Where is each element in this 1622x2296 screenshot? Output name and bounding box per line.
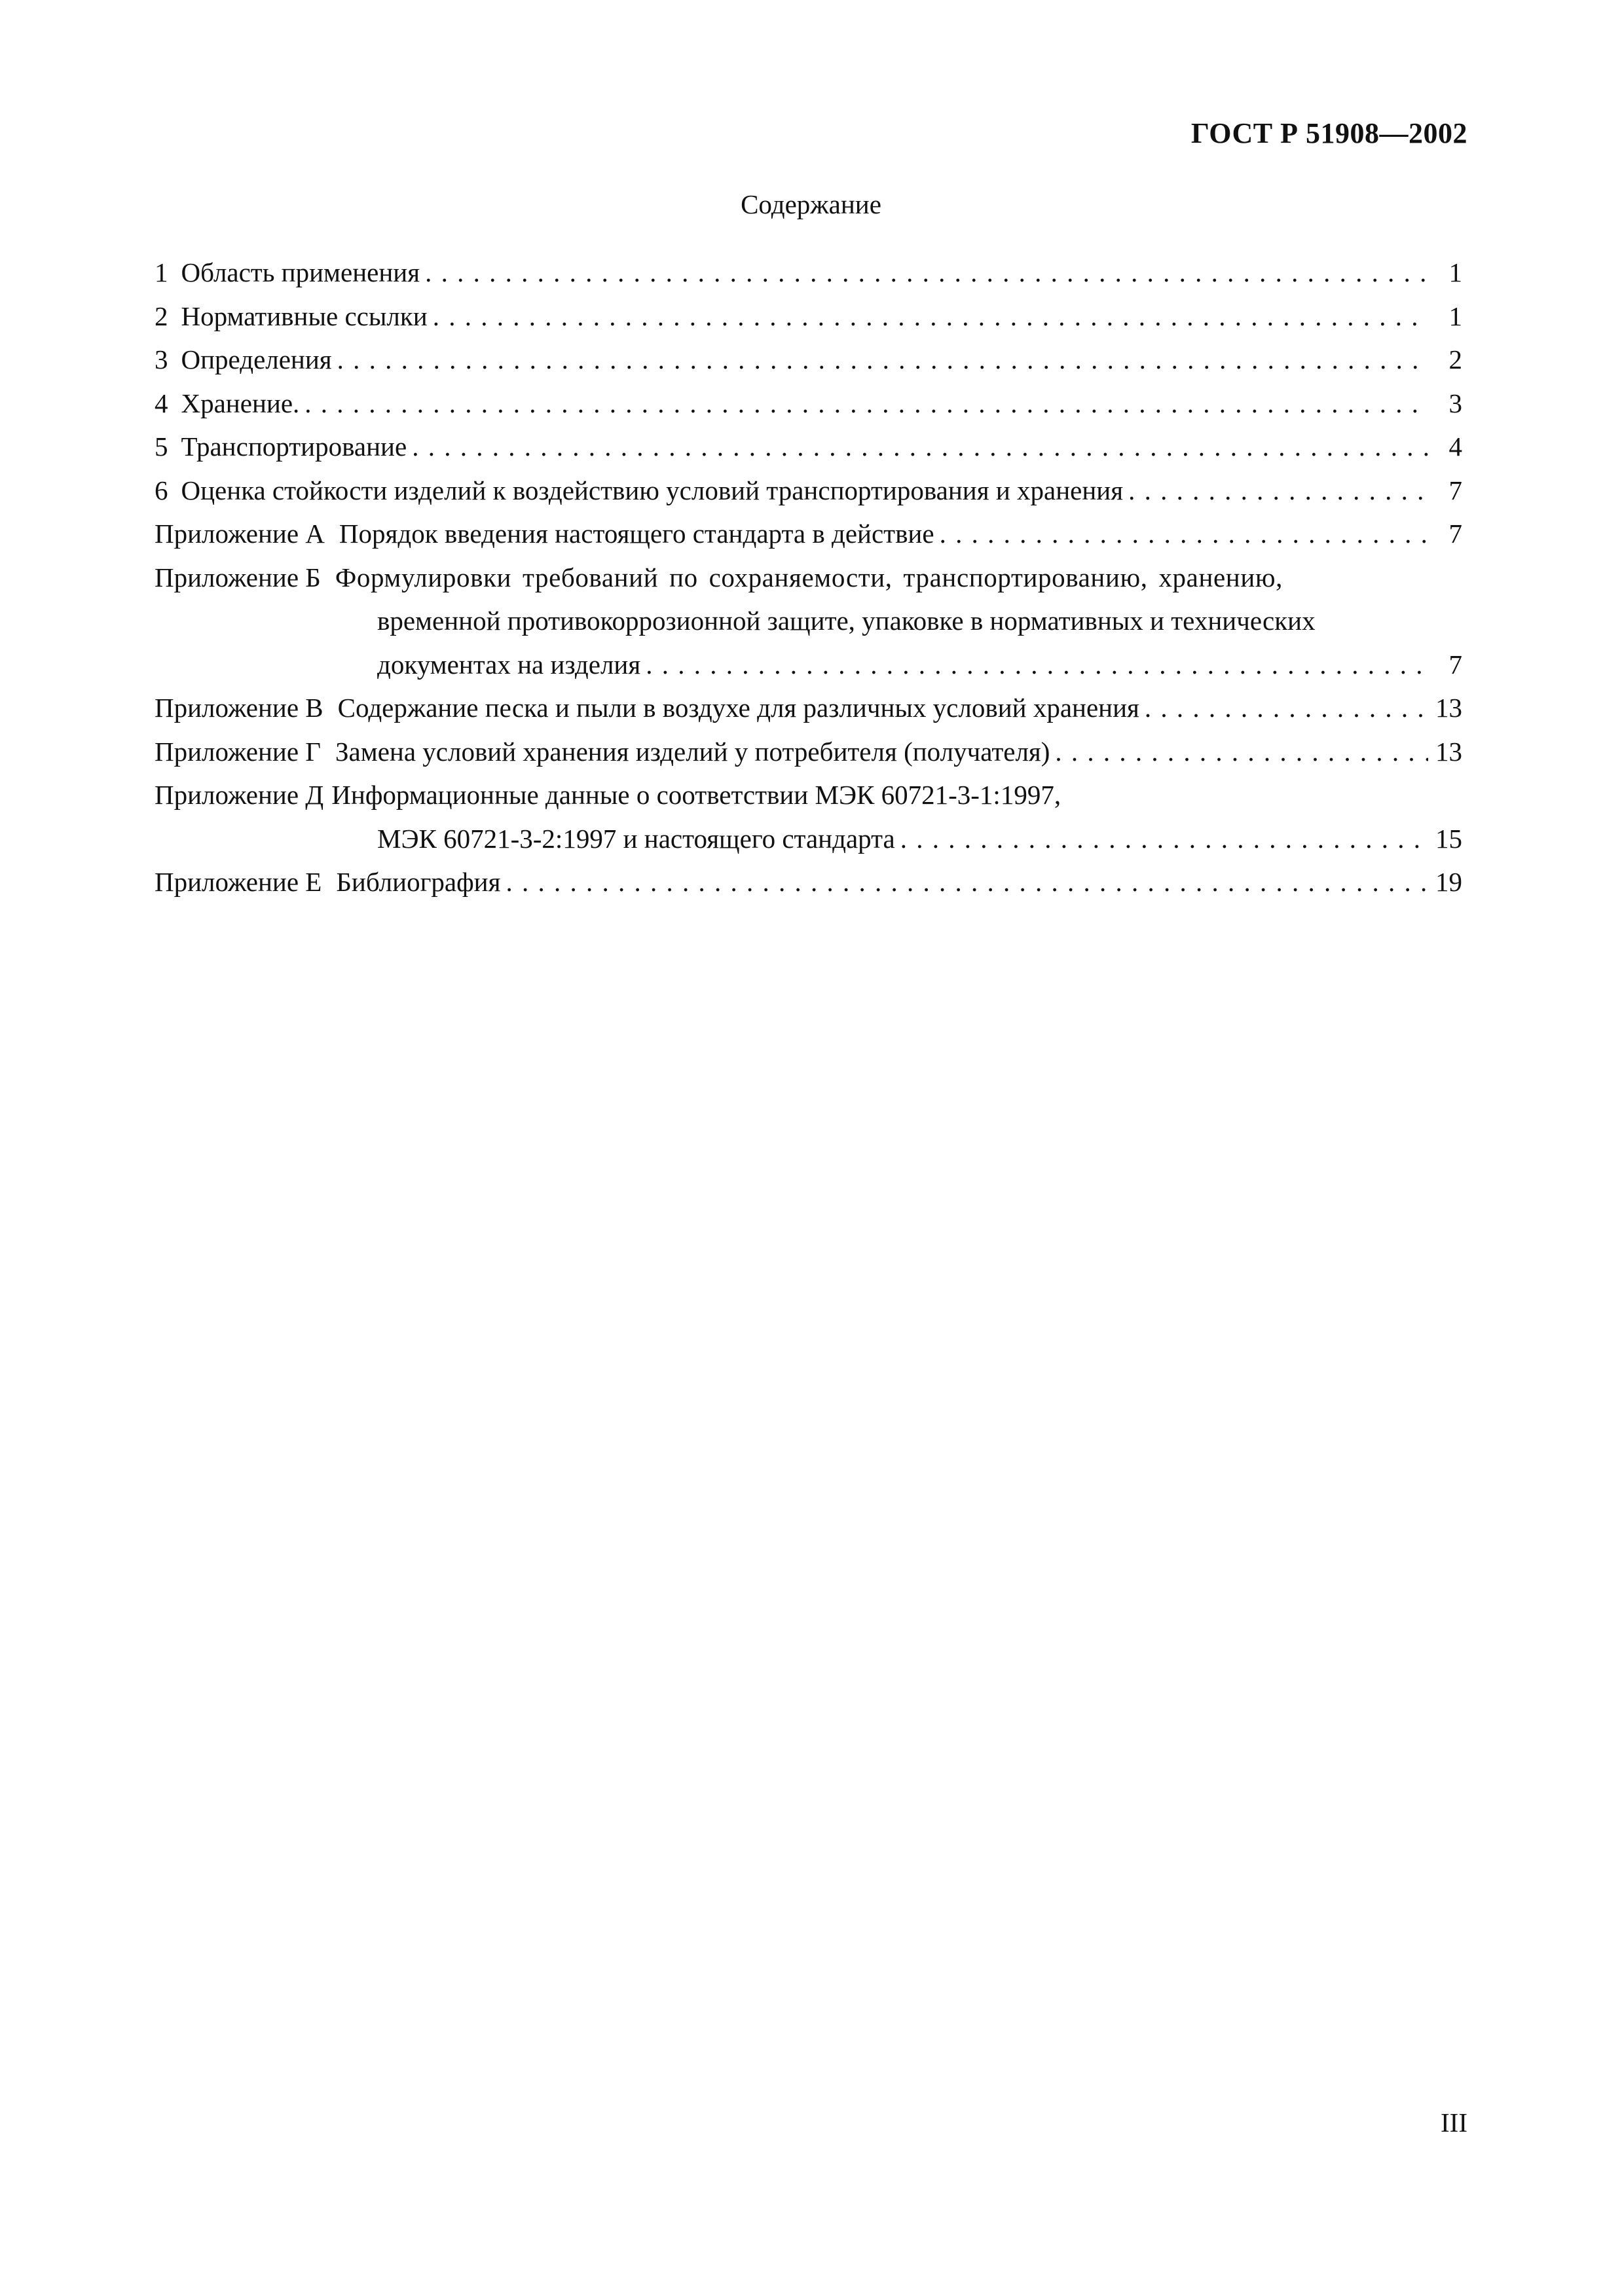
toc-appendix-prefix: Приложение Е	[155, 867, 322, 897]
toc-appendix-prefix: Приложение А	[155, 519, 325, 549]
toc-entry-page: 13	[1435, 736, 1462, 767]
toc-appendix-prefix: Приложение Д	[155, 780, 324, 810]
dot-leader	[337, 338, 1428, 382]
toc-entry-page: 19	[1435, 867, 1462, 897]
toc-row-appendix-b-cont-1[interactable]	[155, 599, 1462, 643]
toc-entry-label: Содержание песка и пыли в воздухе для различных условий хранения	[337, 693, 1139, 723]
toc-row-appendix-g[interactable]	[155, 730, 1462, 774]
toc-row-appendix-b[interactable]	[155, 556, 1462, 600]
toc-entry-page: 1	[1448, 257, 1462, 287]
dot-leader	[433, 295, 1428, 338]
document-code: ГОСТ Р 51908—2002	[1190, 117, 1467, 149]
toc-entry-label: Библиография	[336, 867, 501, 897]
toc-entry-label: временной противокоррозионной защите, упаковке в нормативных и технических	[377, 606, 1316, 636]
toc-row-appendix-v[interactable]	[155, 686, 1462, 730]
toc-row-5[interactable]	[155, 425, 1462, 469]
toc-entry-label: Область применения	[181, 257, 420, 287]
toc-entry-label: документах на изделия	[377, 649, 641, 680]
toc-entry-page: 3	[1448, 388, 1462, 418]
toc-entry-number: 3	[155, 344, 168, 374]
toc-row-3[interactable]	[155, 338, 1462, 382]
toc-entry-number: 5	[155, 431, 168, 462]
toc-row-6[interactable]	[155, 469, 1462, 513]
toc-entry-label: Информационные данные о соответствии МЭК 60721-3-1:1997,	[331, 780, 1061, 810]
toc-entry-number: 4	[155, 388, 168, 418]
toc-title: Содержание	[741, 189, 881, 219]
toc-entry-label: Замена условий хранения изделий у потребителя (получателя)	[335, 736, 1050, 767]
dot-leader	[1128, 469, 1428, 513]
toc-row-4[interactable]	[155, 382, 1462, 426]
dot-leader	[1145, 686, 1428, 730]
toc-entry-number: 2	[155, 301, 168, 331]
toc-entry-page: 15	[1435, 823, 1462, 854]
toc-entry-label: Хранение.	[181, 388, 300, 418]
toc-row-appendix-b-cont-2[interactable]	[155, 643, 1462, 687]
toc-appendix-prefix: Приложение Г	[155, 736, 322, 767]
toc-entry-label: Оценка стойкости изделий к воздействию условий транспортирования и хранения	[181, 475, 1124, 505]
dot-leader	[900, 817, 1428, 861]
dot-leader	[304, 382, 1428, 426]
toc-entry-number: 6	[155, 475, 168, 505]
toc-entry-label: Транспортирование	[181, 431, 407, 462]
dot-leader	[412, 425, 1428, 469]
toc-row-appendix-a[interactable]	[155, 512, 1462, 556]
dot-leader	[1055, 730, 1428, 774]
toc-row-2[interactable]	[155, 295, 1462, 338]
toc-entry-page: 4	[1448, 431, 1462, 462]
toc-row-appendix-e[interactable]	[155, 860, 1462, 904]
toc-entry-label: Нормативные ссылки	[181, 301, 428, 331]
toc-entry-page: 2	[1448, 344, 1462, 374]
toc-row-appendix-d-cont[interactable]	[155, 817, 1462, 861]
toc-entry-label: Порядок введения настоящего стандарта в действие	[339, 519, 934, 549]
dot-leader	[425, 251, 1428, 295]
toc-entry-label: МЭК 60721-3-2:1997 и настоящего стандарта	[377, 823, 895, 854]
table-of-contents	[155, 251, 1462, 904]
dot-leader	[646, 643, 1428, 687]
toc-appendix-prefix: Приложение Б	[155, 562, 321, 592]
toc-row-1[interactable]	[155, 251, 1462, 295]
toc-entry-page: 7	[1448, 475, 1462, 505]
toc-entry-page: 13	[1435, 693, 1462, 723]
toc-entry-number: 1	[155, 257, 168, 287]
toc-entry-label: Определения	[181, 344, 332, 374]
dot-leader	[506, 860, 1428, 904]
toc-row-appendix-d[interactable]	[155, 773, 1462, 817]
toc-appendix-prefix: Приложение В	[155, 693, 323, 723]
toc-entry-page: 1	[1448, 301, 1462, 331]
page-number: III	[1441, 2107, 1467, 2138]
toc-entry-page: 7	[1448, 649, 1462, 680]
toc-entry-page: 7	[1448, 519, 1462, 549]
dot-leader	[940, 512, 1428, 556]
toc-entry-label: Формулировки требований по сохраняемости, транспортированию, хранению,	[335, 562, 1283, 592]
